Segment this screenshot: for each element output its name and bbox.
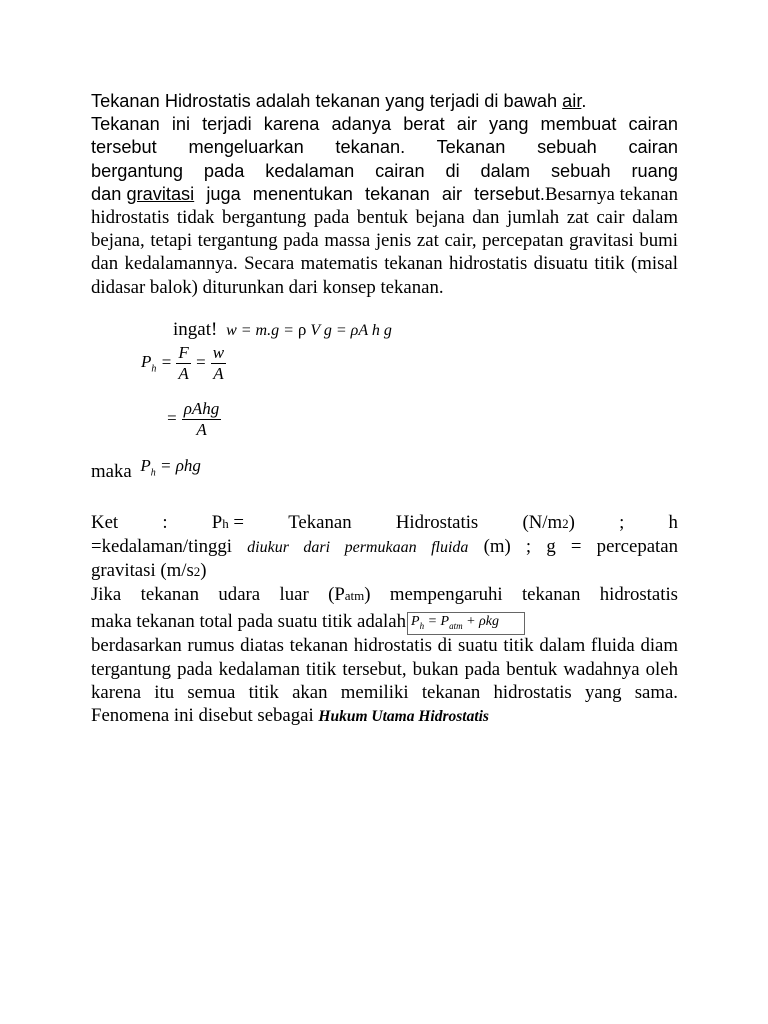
maka-label: maka: [91, 460, 132, 482]
text: gravitasi (m/s: [91, 560, 194, 582]
denominator: A: [213, 363, 224, 383]
ket-label: Ket: [91, 511, 119, 533]
ket-paragraph: [91, 511, 678, 584]
ph-def: [212, 511, 244, 535]
p3-line-1: [91, 583, 678, 607]
sub: h: [151, 363, 157, 375]
unit-sup: 2: [562, 515, 569, 531]
text: Tekanan Hidrostatis adalah tekanan yang terjadi di bawah: [91, 91, 563, 111]
final-formula: [140, 455, 201, 479]
equals: =: [160, 352, 173, 372]
text: maka tekanan total pada suatu titik adalah: [91, 610, 406, 632]
sub: h: [419, 620, 425, 631]
h: h: [668, 511, 678, 533]
p: P: [140, 455, 151, 475]
numerator: w: [212, 342, 225, 362]
document-content: [91, 90, 678, 728]
eq-part: V g = ρA h g: [306, 321, 392, 339]
text: ) mempengaruhi tekanan hidrostatis: [364, 584, 678, 606]
numerator: ρAhg: [183, 398, 220, 418]
text: ): [200, 560, 207, 582]
ket-line-3: [91, 559, 678, 583]
fraction-rhoahg-over-a: [182, 399, 222, 440]
ph-symbol: [141, 352, 157, 375]
ph-symbol: [140, 455, 156, 479]
unit-open: (N/m: [522, 511, 563, 533]
text: juga menentukan tekanan air tersebut.: [194, 183, 545, 204]
atm-sub: atm: [449, 620, 463, 631]
eq: =: [228, 511, 245, 533]
pressure-formula-1: [141, 343, 226, 384]
denominator: A: [196, 419, 207, 439]
word: Hidrostatis: [395, 511, 479, 533]
p: P: [141, 352, 152, 372]
text: Jika tekanan udara luar (P: [91, 584, 345, 606]
p: P: [211, 511, 223, 533]
p3-line-2: [91, 610, 678, 636]
text: (m) ; g = percepatan: [468, 536, 678, 558]
sub: h: [222, 515, 229, 531]
rest: + ρkg: [462, 613, 499, 629]
p3-rest: [91, 634, 678, 728]
intro-line-5: [91, 183, 678, 299]
sub: 2: [193, 564, 201, 580]
colon: :: [162, 511, 168, 533]
atm-sub: atm: [344, 588, 365, 604]
text: .: [581, 91, 587, 111]
intro-line-2: Tekanan ini terjadi karena adanya berat air yang membuat cairan: [91, 114, 678, 135]
weight-equation: [226, 319, 392, 339]
equals: =: [195, 352, 207, 372]
numerator: F: [178, 342, 189, 362]
air-link[interactable]: air: [562, 91, 582, 111]
total-pressure-paragraph: [91, 583, 678, 728]
text: dan: [91, 183, 127, 204]
intro-paragraph: [91, 90, 678, 299]
ket-line-2: [91, 535, 678, 559]
pressure-formula-2: [166, 399, 221, 440]
maka-line: [91, 455, 201, 484]
denominator: A: [178, 363, 189, 383]
text: =kedalaman/tinggi: [91, 536, 248, 558]
gravitasi-link[interactable]: gravitasi: [126, 183, 195, 204]
ingat-label: ingat!: [173, 318, 218, 340]
total-pressure-formula-box: [407, 612, 525, 636]
serif-text: Besarnya tekanan hidrostatis tidak bergantung pada bentuk bejana dan jumlah zat cair dalam bejana, tetapi tergantung pada massa jenis zat cair, percepatan gravitasi bumi dan kedalamannya. Secara matematis tekanan hidrostatis disuatu titik (misal didasar balok) diturunkan dari konsep tekanan.: [91, 183, 678, 298]
formula-block: [91, 317, 678, 487]
unit-close: ): [568, 511, 575, 533]
word: Tekanan: [288, 511, 352, 533]
sub: h: [150, 467, 156, 479]
text: berdasarkan rumus diatas tekanan hidrostatis di suatu titik dalam fluida diam tergantung pada kedalaman titik tersebut, bukan pada bentuk wadahnya oleh karena itu semua titik akan memiliki tekanan hidrostatis yang sama. Fenomena ini disebut sebagai: [91, 635, 678, 727]
eq-part: w = m.g =: [226, 321, 298, 339]
rho-symbol: ρ: [297, 319, 307, 339]
fraction-f-over-a: [176, 343, 190, 384]
intro-line-1: [91, 90, 678, 113]
italic-text: diukur dari permukaan fluida: [247, 539, 469, 557]
semicolon: ;: [619, 511, 625, 533]
equals: =: [160, 455, 172, 475]
ket-line-1: [91, 511, 678, 535]
equals: =: [166, 408, 178, 428]
eq: = P: [424, 613, 450, 629]
intro-line-4: bergantung pada kedalaman cairan di dalam sebuah ruang: [91, 160, 678, 181]
p: P: [411, 613, 420, 629]
intro-line-3: tersebut mengeluarkan tekanan. Tekanan sebuah cairan: [91, 137, 678, 158]
rhohg: ρhg: [175, 455, 201, 475]
law-name: Hukum Utama Hidrostatis: [318, 708, 489, 726]
ingat-line: [173, 319, 392, 341]
fraction-w-over-a: [211, 343, 226, 384]
unit: [522, 511, 574, 535]
